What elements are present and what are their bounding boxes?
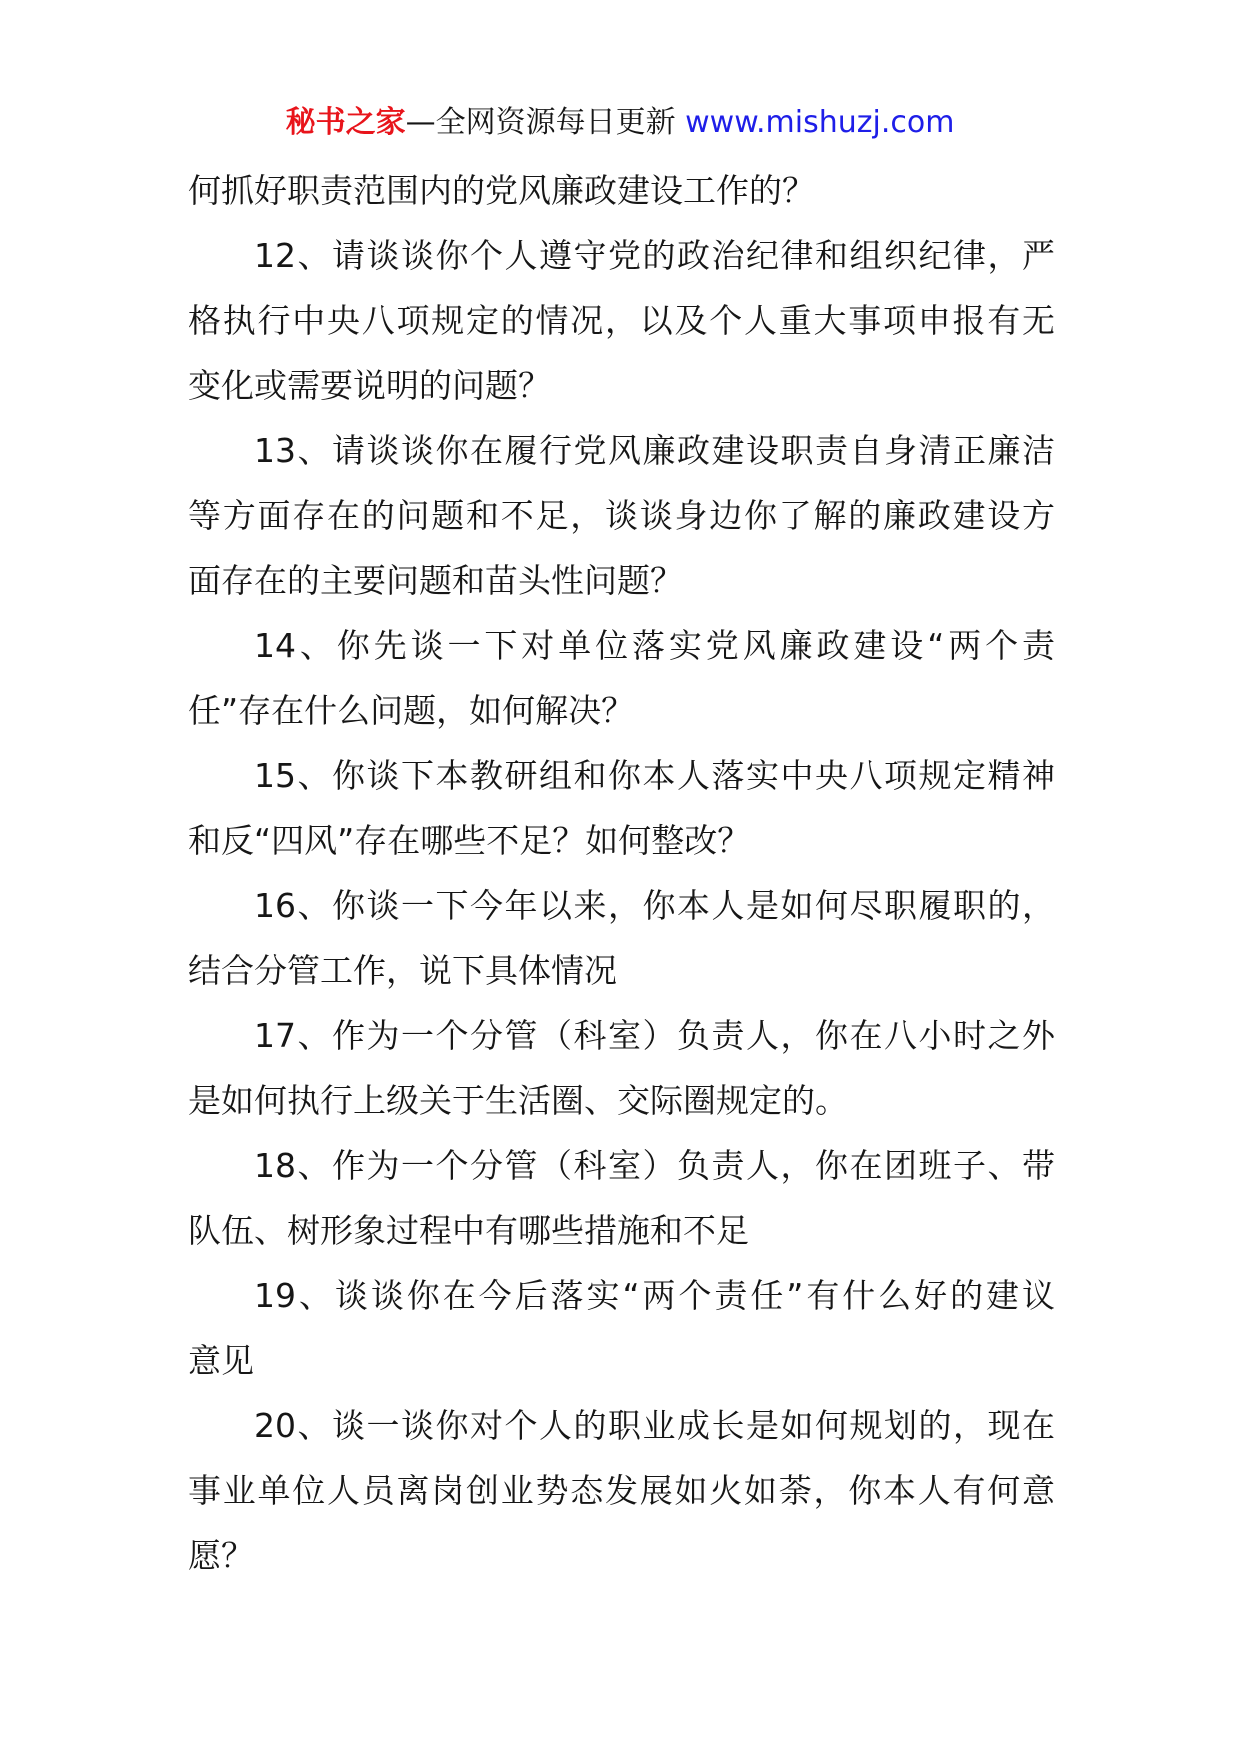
text-line: 13、请谈谈你在履行党风廉政建设职责自身清正廉洁 — [254, 431, 1055, 470]
text-line: 等方面存在的问题和不足，谈谈身边你了解的廉政建设方 — [188, 496, 1055, 535]
text-line: 愿？ — [188, 1536, 254, 1575]
text-line: 14、你先谈一下对单位落实党风廉政建设“两个责 — [254, 626, 1055, 665]
text-line: 变化或需要说明的问题？ — [188, 366, 551, 405]
document-body — [188, 158, 1055, 1588]
text-line: 何抓好职责范围内的党风廉政建设工作的？ — [188, 171, 815, 210]
text-line: 结合分管工作，说下具体情况 — [188, 951, 617, 990]
text-line: 12、请谈谈你个人遵守党的政治纪律和组织纪律，严 — [254, 236, 1055, 275]
paragraph — [188, 613, 1055, 743]
text-line: 17、作为一个分管（科室）负责人，你在八小时之外 — [254, 1016, 1055, 1055]
text-line: 事业单位人员离岗创业势态发展如火如荼，你本人有何意 — [188, 1471, 1055, 1510]
site-header — [0, 100, 1240, 146]
paragraph — [188, 1263, 1055, 1393]
text-line: 15、你谈下本教研组和你本人落实中央八项规定精神 — [254, 756, 1055, 795]
paragraph — [188, 743, 1055, 873]
paragraph — [188, 223, 1055, 418]
text-line: 20、谈一谈你对个人的职业成长是如何规划的，现在 — [254, 1406, 1055, 1445]
text-line: 和反“四风”存在哪些不足？如何整改？ — [188, 821, 751, 860]
text-line: 18、作为一个分管（科室）负责人，你在团班子、带 — [254, 1146, 1055, 1185]
text-line: 格执行中央八项规定的情况，以及个人重大事项申报有无 — [188, 301, 1055, 340]
site-url: www.mishuzj.com — [685, 105, 955, 140]
paragraph — [188, 158, 1055, 223]
text-line: 意见 — [188, 1341, 254, 1380]
site-brand: 秘书之家 — [285, 105, 406, 140]
text-line: 16、你谈一下今年以来，你本人是如何尽职履职的， — [254, 886, 1055, 925]
text-line: 任”存在什么问题，如何解决？ — [188, 691, 635, 730]
text-line: 19、谈谈你在今后落实“两个责任”有什么好的建议 — [254, 1276, 1055, 1315]
paragraph — [188, 1133, 1055, 1263]
site-tagline: —全网资源每日更新 — [405, 105, 676, 140]
paragraph — [188, 418, 1055, 613]
paragraph — [188, 873, 1055, 1003]
text-line: 面存在的主要问题和苗头性问题？ — [188, 561, 683, 600]
text-line: 是如何执行上级关于生活圈、交际圈规定的。 — [188, 1081, 848, 1120]
paragraph — [188, 1393, 1055, 1588]
text-line: 队伍、树形象过程中有哪些措施和不足 — [188, 1211, 749, 1250]
paragraph — [188, 1003, 1055, 1133]
